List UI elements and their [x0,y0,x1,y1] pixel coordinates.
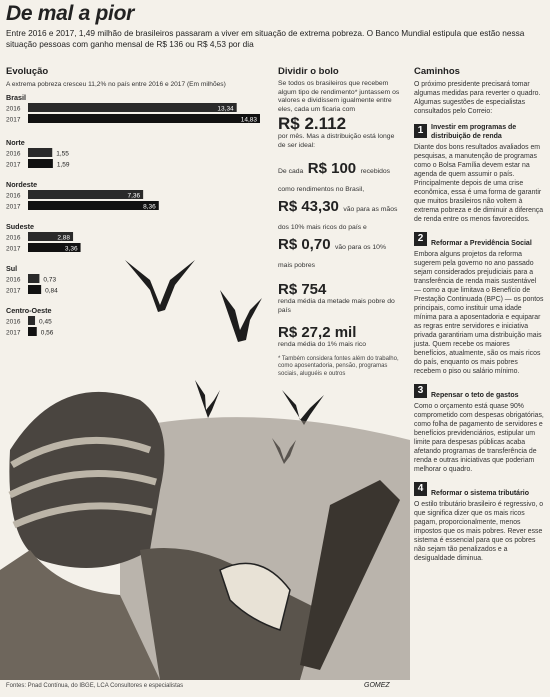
child-and-vultures-illustration [0,250,410,680]
year-label: 2017 [6,161,21,169]
value-label: 13,34 [217,105,234,113]
year-label: 2017 [6,116,21,124]
value-label: 2,88 [57,234,71,242]
step-title: Reformar o sistema tributário [431,489,530,497]
bar-nordeste-2016 [28,190,143,199]
dividir-heading: Dividir o bolo [278,66,339,77]
bar-norte-2017 [28,159,53,168]
bar-norte-2016 [28,148,52,157]
value-label: 1,55 [56,150,69,158]
dividir-text-5: vão para os 10% mais pobres [278,244,387,269]
region-label: Centro-Oeste [6,306,52,315]
caminhos-section [414,66,544,563]
value-label: 14,83 [240,116,257,124]
value-label: 0,73 [43,276,57,284]
region-label: Nordeste [6,180,38,189]
step-number: 4 [414,482,427,496]
dividir-text-4: vão para as mãos dos 10% mais ricos do país e [278,206,398,231]
caminhos-heading: Caminhos [414,66,460,77]
dividir-value-754: R$ 754 [278,281,327,298]
year-label: 2016 [6,318,21,326]
dividir-text-1: Se todos os brasileiros que recebem algum tipo de rendimento* juntassem os valores e dividissem igualmente entre eles, cada um ficaria com [278,80,400,113]
dividir-value-27mil: R$ 27,2 mil [278,324,357,341]
dividir-value-2112: R$ 2.112 [278,114,347,133]
year-label: 2016 [6,105,21,113]
step-number: 1 [414,124,427,138]
dividir-value-100: R$ 100 [307,160,357,177]
step-number: 2 [414,232,427,246]
step-number: 3 [414,384,427,398]
year-label: 2017 [6,287,21,295]
dividir-text-6: renda média da metade mais pobre do país [278,298,395,314]
region-label: Sudeste [6,222,34,231]
step-text: O estilo tributário brasileiro é regressivo, o que significa dizer que os mais ricos pagam, proporcionalmente, menos impostos que os mais pobres. Rever esse sistema é essencial para que os pobres não sejam tão penalizados e a desigualdade diminua. [414,500,544,562]
bar-nordeste-2017 [28,201,159,210]
region-label: Brasil [6,93,26,102]
step-text: Como o orçamento está quase 90% comprometido com despesas obrigatórias, como folha de pagamento de servidores e benefícios previdenciários, estipular um limite para despesas públicas acaba afetando programas de transferência de renda e outras iniciativas que poderiam melhorar o quadro. [414,402,544,473]
page-title: De mal a pior [6,2,134,25]
step-text: Embora alguns projetos da reforma sugerem pela governo no ano passado sejam considerados prejudiciais para a transferência de renda mais sustentável — como a que limitava o Benefício de Prestação Continuada (BPC) — os pontos principais, como instituir uma idade mínima para a aposentadoria e equiparar as regras entre servidores e iniciativa privada garantiriam uma distribuição mais justa. Quem recebe os maiores benefícios, atualmente, são os mais ricos do país, enquanto os mais pobres recebem o piso ou salário mínimo. [414,250,544,375]
step-title: Reformar a Previdência Social [431,239,532,247]
value-label: 3,36 [64,245,78,253]
value-label: 8,36 [143,203,156,211]
caminho-step-3 [414,384,544,474]
caminho-step-2 [414,232,544,376]
artist-signature: GOMEZ [364,682,390,689]
caminho-step-4 [414,482,544,563]
year-label: 2016 [6,192,21,200]
year-label: 2017 [6,203,21,211]
dividir-text-7: renda média do 1% mais rico [278,341,367,348]
bar-brasil-2017 [28,114,260,123]
value-label: 0,56 [40,329,54,337]
evolucao-heading: Evolução [6,66,49,77]
value-label: 0,45 [39,318,52,326]
dividir-value-070: R$ 0,70 [278,236,331,253]
year-label: 2016 [6,276,21,284]
year-label: 2017 [6,245,21,253]
dividir-text-2: por mês. Mas a distribuição está longe de ser ideal: [278,133,395,149]
bar-brasil-2016 [28,103,237,112]
dividir-note: * Também considera fontes além do trabalho, como aposentadoria, pensão, programas sociais, aluguéis e outros [278,355,399,377]
step-title: Repensar o teto de gastos [431,391,519,399]
evolucao-subtitle: A extrema pobreza cresceu 11,2% no país entre 2016 e 2017 (Em milhões) [6,81,226,88]
intro-text: Entre 2016 e 2017, 1,49 milhão de brasileiros passaram a viver em situação de extrema pobreza. O Banco Mundial estipula que estão nessa situação pessoas com ganho mensal de R$ 136 ou R$ 4,53 por dia [6,28,525,49]
value-label: 1,59 [56,161,70,169]
caminhos-text: O próximo presidente precisará tomar algumas medidas para reverter o quadro. Algumas sugestões de especialistas consultados pelo Correio: [414,81,541,115]
evolucao-section [6,66,266,88]
step-title: Investir em programas de distribuição de renda [431,124,517,140]
value-label: 7,36 [127,192,141,200]
year-label: 2017 [6,329,21,337]
caminho-step-1 [414,124,544,224]
year-label: 2016 [6,150,21,158]
region-label: Norte [6,138,25,147]
year-label: 2016 [6,234,21,242]
dividir-lead-3: De cada [278,168,304,175]
dividir-value-43: R$ 43,30 [278,198,339,215]
source-note: Fontes: Pnad Contínua, do IBGE, LCA Consultores e especialistas [6,683,184,689]
dividir-text-3: recebidos como rendimentos no Brasil, [278,168,391,193]
region-label: Sul [6,264,18,273]
value-label: 0,84 [45,287,58,295]
step-text: Diante dos bons resultados avaliados em pesquisas, a manutenção de programas como o Bolsa Família devem estar na agenda de quem assumir o país. Principalmente depois de uma crise econômica, essa é uma forma de garantir que muitos brasileiros não voltem à extrema pobreza e de diminuir a diferença de renda entre os menos favorecidos. [414,143,544,223]
